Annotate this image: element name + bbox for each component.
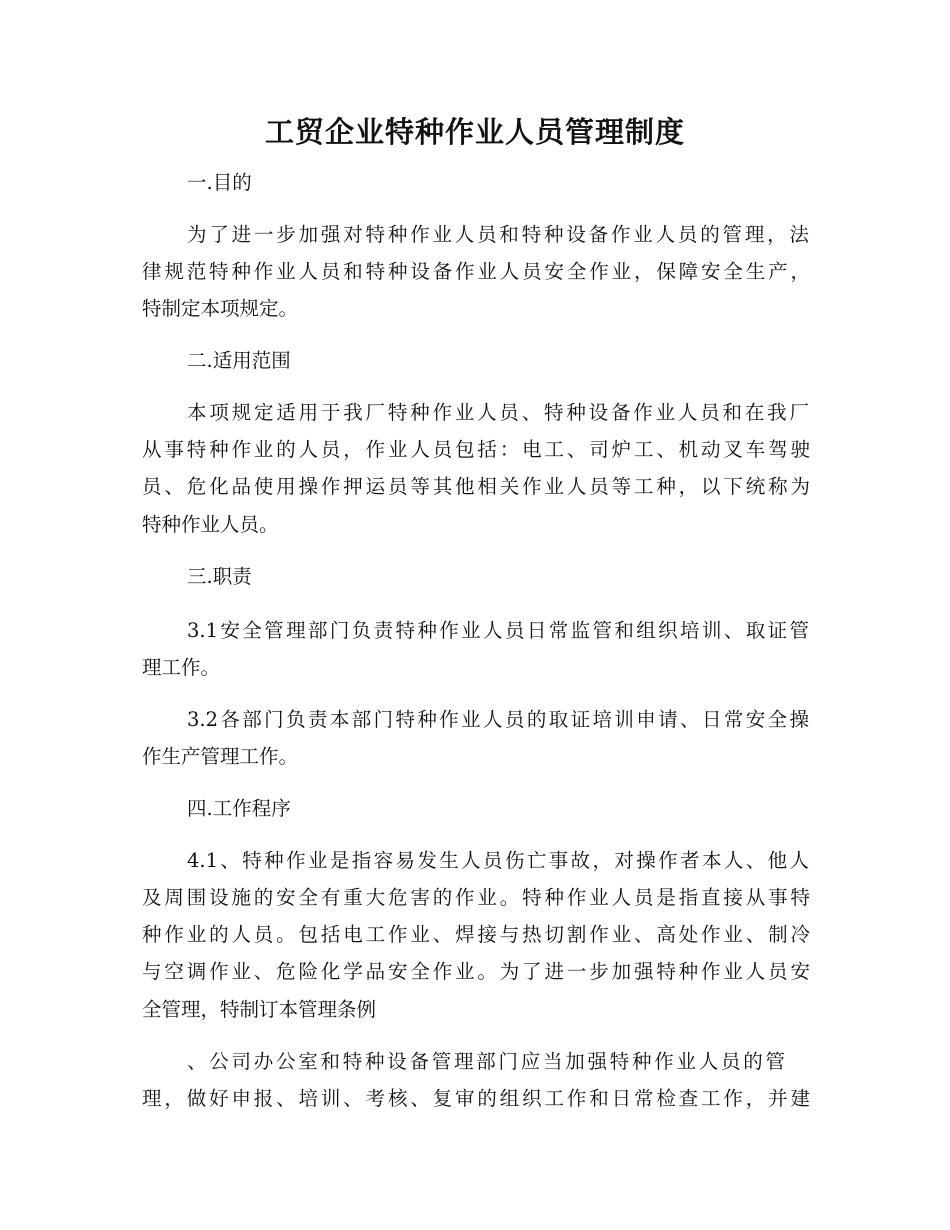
paragraph-line: 特制定本项规定。 [142, 297, 299, 320]
section-heading-procedure: 四.工作程序 [187, 797, 291, 820]
paragraph-line: 本项规定适用于我厂特种作业人员、特种设备作业人员和在我厂 [187, 401, 809, 424]
paragraph-line: 员、危化品使用操作押运员等其他相关作业人员等工种，以下统称为 [142, 475, 810, 498]
paragraph-line: 3.2各部门负责本部门特种作业人员的取证培训申请、日常安全操 [187, 708, 809, 731]
section-heading-scope: 二.适用范围 [187, 349, 291, 372]
paragraph-line: 种作业的人员。包括电工作业、焊接与热切割作业、高处作业、制冷 [142, 923, 810, 946]
paragraph-line: 律规范特种作业人员和特种设备作业人员安全作业，保障安全生产， [142, 260, 810, 283]
paragraph-line: 全管理，特制订本管理条例 [142, 998, 377, 1021]
section-heading-duties: 三.职责 [187, 565, 252, 588]
paragraph-line: 作生产管理工作。 [142, 745, 299, 768]
paragraph-line: 4.1、特种作业是指容易发生人员伤亡事故，对操作者本人、他人 [187, 849, 809, 872]
paragraph-line: 与空调作业、危险化学品安全作业。为了进一步加强特种作业人员安 [142, 960, 810, 983]
paragraph-line: 特种作业人员。 [142, 513, 279, 536]
paragraph-line: 3.1安全管理部门负责特种作业人员日常监管和组织培训、取证管 [187, 619, 809, 642]
paragraph-line: 为了进一步加强对特种作业人员和特种设备作业人员的管理，法 [187, 223, 809, 246]
paragraph-line: 及周围设施的安全有重大危害的作业。特种作业人员是指直接从事特 [142, 886, 810, 909]
document-title: 工贸企业特种作业人员管理制度 [264, 115, 685, 149]
paragraph-line: 理，做好申报、培训、考核、复审的组织工作和日常检查工作，并建 [142, 1087, 810, 1110]
paragraph-line: 、公司办公室和特种设备管理部门应当加强特种作业人员的管 [187, 1050, 785, 1073]
paragraph-line: 从事特种作业的人员，作业人员包括：电工、司炉工、机动叉车驾驶 [142, 438, 810, 461]
paragraph-line: 理工作。 [142, 656, 221, 679]
section-heading-purpose: 一.目的 [187, 171, 252, 194]
